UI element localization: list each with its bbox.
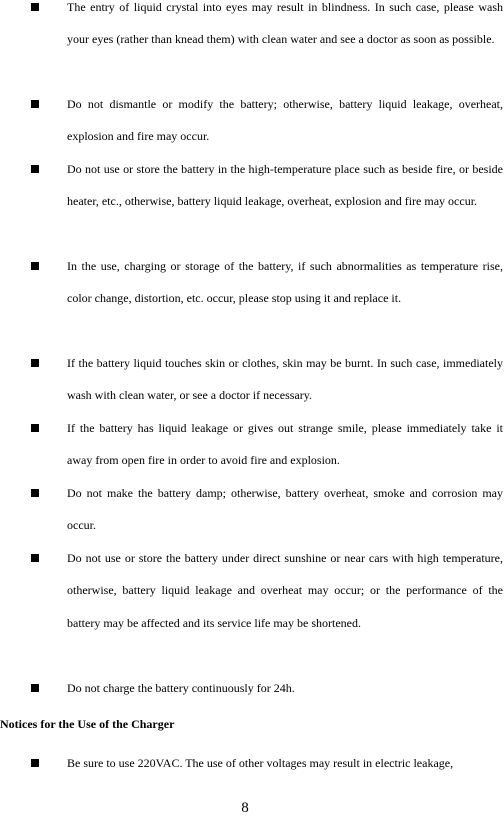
square-bullet-icon: [31, 759, 39, 767]
list-item-text: In the use, charging or storage of the battery, if such abnormalities as temperature rise, color change, distortion, etc. occur, please stop using it and replace it.: [67, 259, 503, 306]
list-item-text: Do not use or store the battery in the high-temperature place such as beside fire, or beside heater, etc., otherwise, battery liquid leakage, overheat, explosion and fire may occur.: [67, 162, 503, 209]
square-bullet-icon: [31, 3, 39, 11]
square-bullet-icon: [31, 165, 39, 173]
square-bullet-icon: [31, 424, 39, 432]
square-bullet-icon: [31, 262, 39, 270]
section-heading: Notices for the Use of the Charger: [0, 717, 175, 731]
square-bullet-icon: [31, 359, 39, 367]
page-number: 8: [241, 800, 249, 816]
list-item-text: Do not make the battery damp; otherwise, battery overheat, smoke and corrosion may occur.: [67, 486, 503, 533]
list-item-text: Do not dismantle or modify the battery; otherwise, battery liquid leakage, overheat, explosion and fire may occur.: [67, 97, 503, 144]
square-bullet-icon: [31, 554, 39, 562]
square-bullet-icon: [31, 100, 39, 108]
square-bullet-icon: [31, 684, 39, 692]
list-item-text: Do not use or store the battery under direct sunshine or near cars with high temperature, otherwise, battery liquid leakage and overheat may occur; or the performance of the battery may be affected and its service life may be shortened.: [67, 551, 503, 630]
list-item-text: If the battery liquid touches skin or clothes, skin may be burnt. In such case, immediately wash with clean water, or see a doctor if necessary.: [67, 356, 503, 403]
list-item-text: Do not charge the battery continuously for 24h.: [67, 681, 295, 695]
list-item-text: If the battery has liquid leakage or gives out strange smile, please immediately take it away from open fire in order to avoid fire and explosion.: [67, 421, 503, 468]
square-bullet-icon: [31, 489, 39, 497]
list-item-text: The entry of liquid crystal into eyes may result in blindness. In such case, please wash your eyes (rather than knead them) with clean water and see a doctor as soon as possible.: [67, 0, 503, 47]
list-item-text: Be sure to use 220VAC. The use of other voltages may result in electric leakage,: [67, 756, 454, 770]
